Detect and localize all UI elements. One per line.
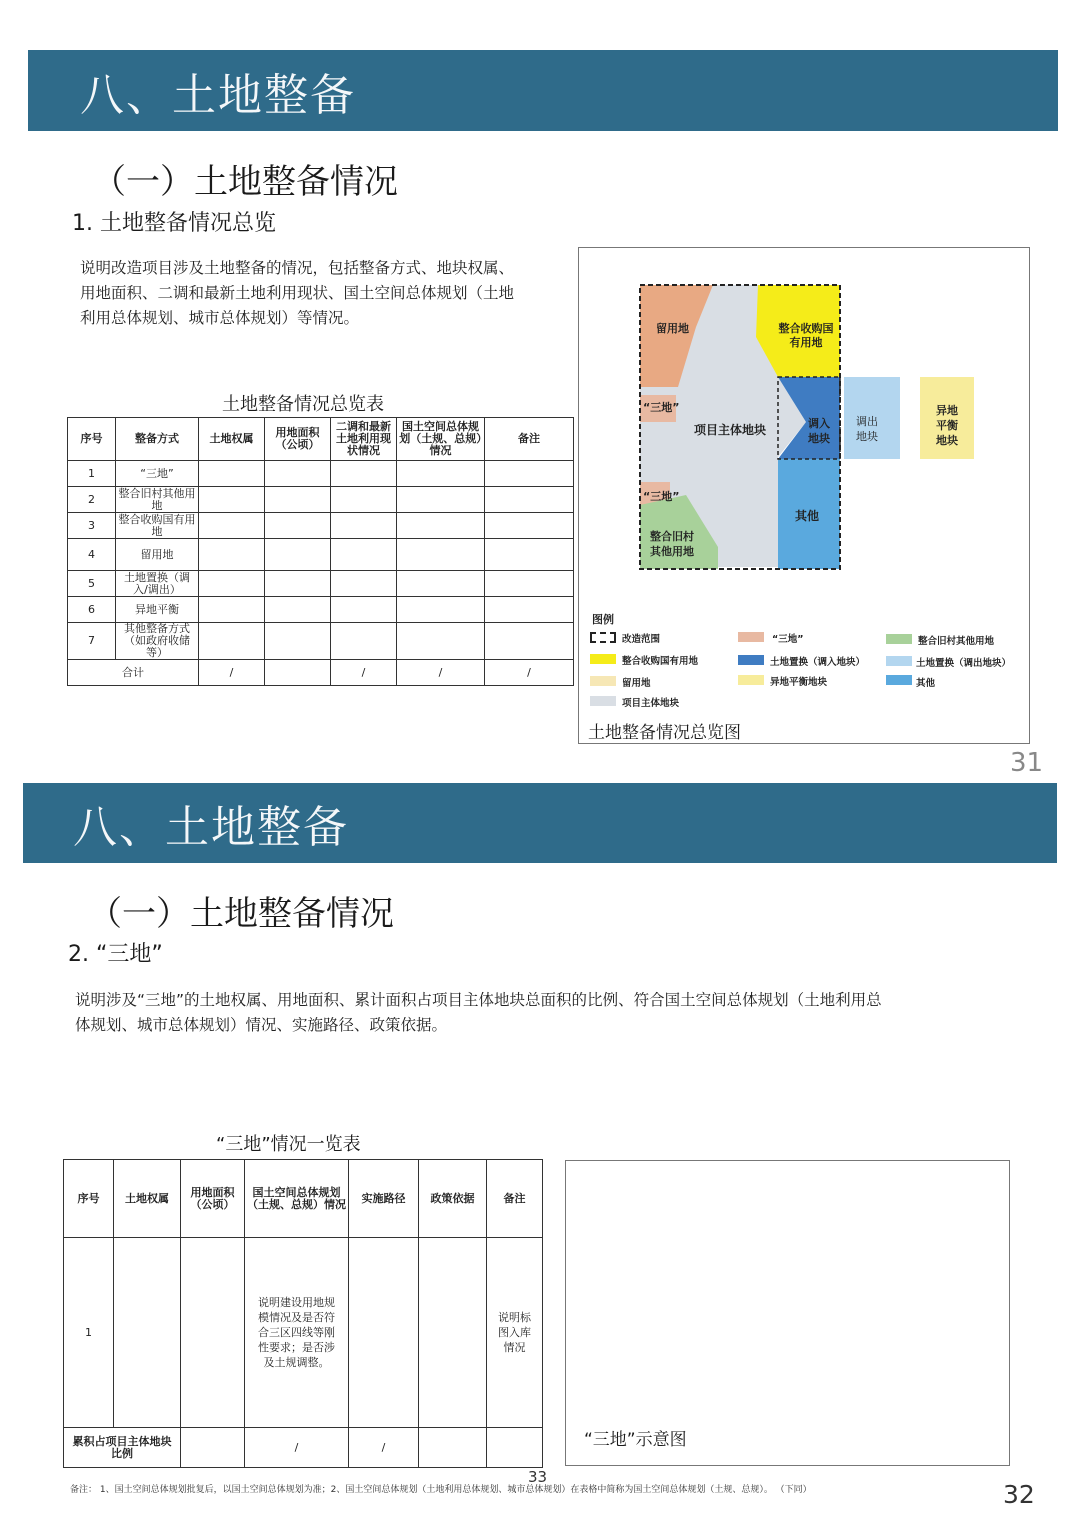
table-cell: 7 [68, 623, 116, 660]
page1-banner-title: 八、土地整备 [80, 69, 356, 121]
legend-swap-out: 土地置换（调出地块） [916, 658, 1012, 669]
legend-village: 整合旧村其他用地 [918, 636, 995, 647]
page2-sandi-table [63, 1159, 543, 1468]
table-cell-plan-note: 说明建设用地规模情况及是否符合三区四线等刚性要求；是否涉及土规调整。 [245, 1238, 349, 1428]
slash-cell: / [331, 660, 397, 686]
map-label-village: 整合旧村其他用地 [650, 530, 694, 558]
page2-footnote: 备注： 1、国土空间总体规划批复后，以国土空间总体规划为准；2、国土空间总体规划（土地利用总体规划、城市总体规划）在表格中简称为国土空间总体规划（土规、总规）。 （下同） [70, 1485, 812, 1495]
inner-page-number-33: 33 [528, 1468, 548, 1486]
header-plan: 国土空间总体规划（土规、总规）情况 [397, 418, 485, 461]
page1-overview-table [67, 417, 574, 686]
legend-title: 图例 [592, 613, 614, 626]
legend-swatch-scope [590, 632, 616, 643]
header-no: 序号 [64, 1160, 114, 1238]
page1-banner [28, 50, 1058, 131]
legend-swatch-swap-in [738, 655, 764, 665]
table-cell: 其他整备方式（如政府收储等） [116, 623, 199, 660]
header-area: 用地面积（公顷） [181, 1160, 245, 1238]
map-label-offsite: 异地平衡地块 [936, 404, 958, 447]
page2-table-title: “三地”情况一览表 [216, 1134, 361, 1155]
map-label-sandi-b: “三地” [643, 490, 680, 503]
page2-desc-line-1: 说明涉及“三地”的土地权属、用地面积、累计面积占项目主体地块总面积的比例、符合国土空间总体规划（土地利用总 [75, 991, 882, 1009]
map-label-transfer-out: 调出地块 [856, 415, 878, 443]
legend-swap-in: 土地置换（调入地块） [770, 657, 866, 668]
page1-desc-line-1: 说明改造项目涉及土地整备的情况，包括整备方式、地块权属、 [80, 259, 515, 277]
table-cell: 6 [68, 597, 116, 623]
legend-scope: 改造范围 [622, 634, 661, 645]
slash-cell: / [397, 660, 485, 686]
total-label: 合计 [68, 660, 199, 686]
legend-swatch-reserved [590, 676, 616, 686]
legend-main: 项目主体地块 [622, 698, 680, 709]
header-no: 序号 [68, 418, 116, 461]
header-ownership: 土地权属 [114, 1160, 181, 1238]
sandi-diagram-panel [565, 1160, 1010, 1466]
page1-section-title: （一）土地整备情况 [92, 162, 398, 202]
legend-sandi: “三地” [772, 634, 804, 645]
map-label-other: 其他 [795, 509, 820, 523]
table-cell: 3 [68, 513, 116, 539]
header-remark: 备注 [485, 418, 574, 461]
header-ownership: 土地权属 [199, 418, 265, 461]
map-label-state [776, 322, 836, 350]
page2-desc-line-2: 体规划、城市总体规划）情况、实施路径、政策依据。 [75, 1016, 448, 1034]
map-label-state-text: 整合收购国有用地 [778, 322, 834, 349]
page2-banner-title: 八、土地整备 [73, 802, 349, 853]
legend-offsite: 异地平衡地块 [770, 677, 828, 688]
map-label-main: 项目主体地块 [694, 423, 767, 437]
header-path: 实施路径 [349, 1160, 419, 1238]
table-cell: 1 [68, 461, 116, 487]
header-remark: 备注 [487, 1160, 543, 1238]
table-cell: 土地置换（调入/调出） [116, 571, 199, 597]
slash-cell: / [199, 660, 265, 686]
page1-desc-line-2: 用地面积、二调和最新土地利用现状、国土空间总体规划（土地 [80, 284, 515, 302]
legend-swatch-main [590, 696, 616, 706]
overview-map-caption: 土地整备情况总览图 [588, 723, 741, 743]
table-cell-remark-note: 说明标图入库情况 [487, 1238, 543, 1428]
header-policy: 政策依据 [419, 1160, 487, 1238]
page1-table-title: 土地整备情况总览表 [222, 394, 384, 415]
ratio-label: 累积占项目主体地块比例 [64, 1428, 181, 1468]
legend-swatch-village [886, 634, 912, 644]
page2-section-title: （一）土地整备情况 [88, 894, 394, 934]
table-cell: 整合收购国有用地 [116, 513, 199, 539]
legend-state: 整合收购国有用地 [622, 656, 699, 667]
table-cell: 1 [64, 1238, 114, 1428]
slash-cell: / [245, 1428, 349, 1468]
legend-swatch-swap-out [886, 656, 912, 666]
header-area: 用地面积（公顷） [265, 418, 331, 461]
slash-cell: / [349, 1428, 419, 1468]
slash-cell: / [485, 660, 574, 686]
page2-description [75, 988, 1035, 1038]
page-number-31: 31 [1010, 748, 1044, 778]
page-number-32: 32 [1003, 1480, 1035, 1509]
legend-swatch-state [590, 654, 616, 664]
header-status: 二调和最新土地利用现状情况 [331, 418, 397, 461]
page1-desc-line-3: 利用总体规划、城市总体规划）等情况。 [80, 309, 360, 327]
table-cell: 4 [68, 539, 116, 571]
map-label-sandi-a: “三地” [643, 401, 680, 414]
legend-reserved: 留用地 [622, 678, 651, 689]
legend-swatch-offsite [738, 675, 764, 685]
table-cell: 2 [68, 487, 116, 513]
table-cell: 整合旧村其他用地 [116, 487, 199, 513]
legend-swatch-sandi [738, 632, 764, 642]
overview-map [578, 247, 1030, 647]
table-cell: 5 [68, 571, 116, 597]
sandi-diagram-caption: “三地”示意图 [584, 1430, 687, 1450]
table-cell: 异地平衡 [116, 597, 199, 623]
header-plan: 国土空间总体规划（土规、总规）情况 [245, 1160, 349, 1238]
table-cell: “三地” [116, 461, 199, 487]
page2-banner [23, 783, 1057, 863]
map-label-reserved: 留用地 [656, 322, 689, 335]
map-label-transfer-in: 调入地块 [808, 417, 830, 445]
page1-subsection-title: 1. 土地整备情况总览 [72, 211, 276, 236]
header-method: 整备方式 [116, 418, 199, 461]
page2-subsection-title: 2. “三地” [68, 942, 163, 967]
legend-swatch-other [886, 675, 912, 685]
page1-description [80, 256, 570, 331]
legend-other: 其他 [916, 678, 936, 689]
table-cell: 留用地 [116, 539, 199, 571]
